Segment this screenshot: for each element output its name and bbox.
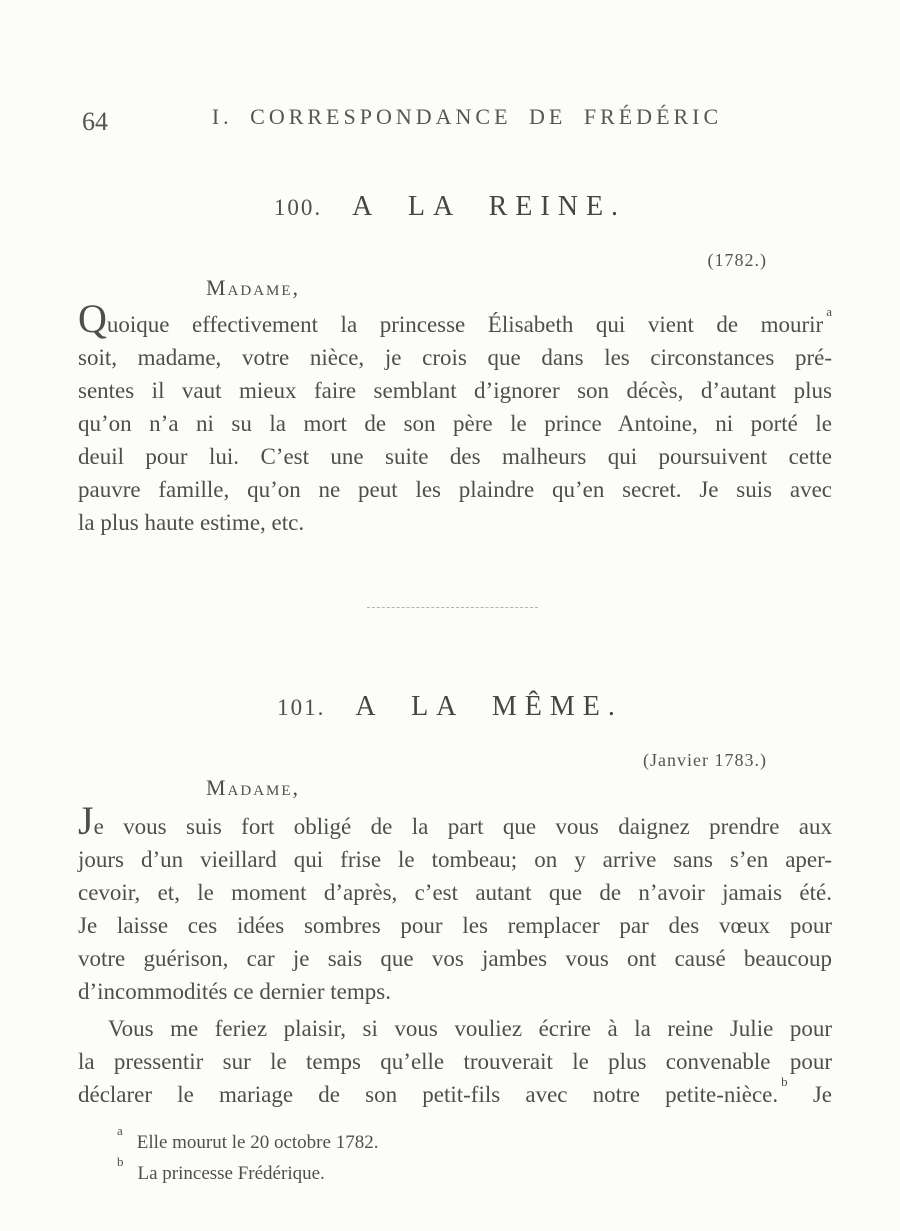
text-line: Vous me feriez plaisir, si vous vouliez écrire à la reine Julie pour [108, 1016, 832, 1041]
text-line [78, 798, 832, 843]
drop-cap: J [78, 798, 94, 843]
letter-101-number: 101. [277, 695, 326, 720]
letter-100-date: (1782.) [707, 250, 767, 270]
text-line: deuil pour lui. C’est une suite des malheurs qui poursuivent cette [78, 444, 832, 469]
footnote-marker-b: b [117, 1153, 124, 1169]
text-line-content: e vous suis fort obligé de la part que vous daignez prendre aux [93, 814, 832, 839]
footnote-b [117, 1153, 378, 1189]
text-line: la plus haute estime, etc. [78, 510, 305, 535]
footnote-marker-a: a [117, 1122, 123, 1138]
footnote-a [117, 1122, 379, 1158]
text-line: d’incommodités ce dernier temps. [78, 979, 391, 1004]
text-line-content: déclarer le mariage de son petit-fils avec notre petite-nièce. [78, 1082, 779, 1107]
section-divider [367, 607, 538, 608]
text-line: soit, madame, votre nièce, je crois que dans les circonstances pré- [78, 345, 832, 370]
text-line: sentes il vaut mieux faire semblant d’ignorer son décès, d’autant plus [78, 378, 832, 403]
text-line: votre guérison, car je sais que vos jambes vous ont causé beaucoup [78, 946, 832, 971]
letter-100-number: 100. [273, 195, 323, 220]
text-line-content: Je [787, 1082, 832, 1107]
text-line-content: uoique effectivement la princesse Élisabeth qui vient de mourir [106, 312, 824, 337]
letter-101-paragraph-1 [78, 798, 832, 1008]
text-line: qu’on n’a ni su la mort de son père le prince Antoine, ni porté le [78, 411, 832, 436]
letter-101-paragraph-2 [78, 1012, 832, 1111]
text-line: cevoir, et, le moment d’après, c’est autant que de n’avoir jamais été. [78, 880, 832, 905]
footnote-text: La princesse Frédérique. [137, 1163, 325, 1184]
letter-100-body [78, 296, 832, 539]
footnote-text: Elle mourut le 20 octobre 1782. [136, 1132, 379, 1153]
text-line [78, 296, 832, 341]
footnote-ref-b: b [781, 1074, 788, 1090]
letter-101-title: A LA MÊME. [355, 691, 623, 722]
letter-100-heading [0, 191, 900, 223]
drop-cap: Q [78, 296, 107, 341]
letter-101-salutation: Madame, [206, 775, 301, 800]
text-line: Je laisse ces idées sombres pour les remplacer par des vœux pour [78, 913, 832, 938]
letter-101-heading [0, 691, 900, 723]
letter-100-salutation: Madame, [206, 275, 301, 300]
text-line: pauvre famille, qu’on ne peut les plaindre qu’en secret. Je suis avec [78, 477, 832, 502]
footnotes [117, 1122, 379, 1189]
text-line: la pressentir sur le temps qu’elle trouverait le plus convenable pour [78, 1049, 832, 1074]
letter-101-date: (Janvier 1783.) [643, 750, 767, 770]
running-header [0, 104, 900, 136]
page-number: 64 [82, 107, 108, 136]
letter-100-title: A LA REINE. [352, 191, 627, 222]
text-line: jours d’un vieillard qui frise le tombeau; on y arrive sans s’en aper- [78, 847, 832, 872]
text-line [78, 1074, 832, 1111]
running-title: I. CORRESPONDANCE DE FRÉDÉRIC [211, 104, 723, 129]
footnote-ref-a: a [826, 304, 832, 320]
